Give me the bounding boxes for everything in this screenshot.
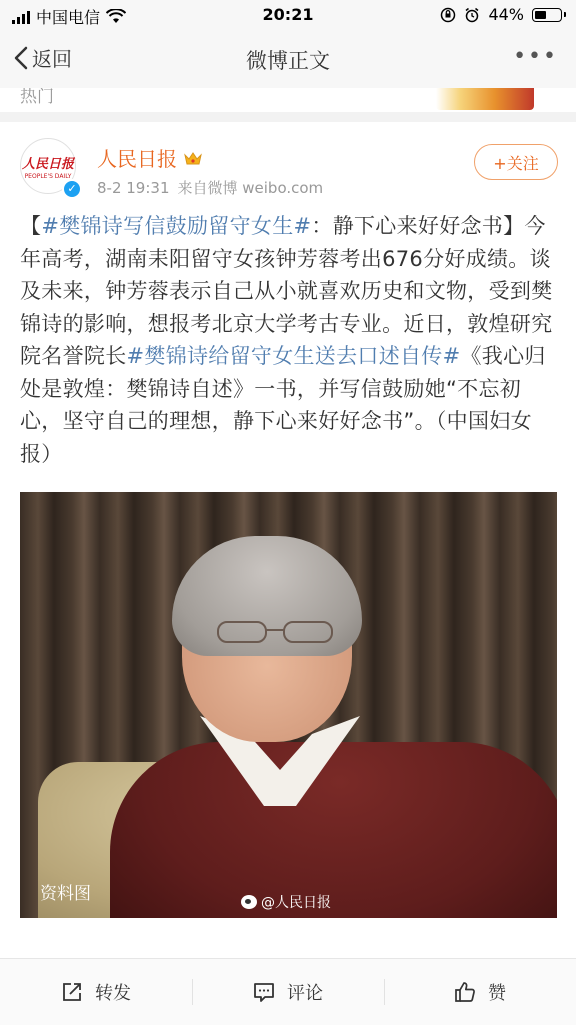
verified-badge-icon: ✓ [62, 179, 82, 199]
status-bar [0, 0, 576, 30]
repost-label: 转发 [95, 983, 131, 1004]
post-text-part: 《我心归处是敦煌：樊锦诗自述》一书，并写信鼓励她“不忘初心，坚守自己的理想，静下心来好好念书”。（中国妇女报） [20, 344, 546, 466]
like-button[interactable] [384, 959, 576, 1025]
topic-link[interactable]: #樊锦诗给留守女生送去口述自传# [126, 344, 461, 368]
image-watermark [241, 892, 331, 912]
repost-button[interactable] [0, 959, 192, 1025]
post-source: 来自微博 weibo.com [177, 179, 324, 197]
post-text-part: ：静下心来好好念书】今年高考，湖南耒阳留守女孩钟芳蓉考出676分好成绩。谈及未来，钟芳蓉表示自己从小就喜欢历史和文物，受到樊锦诗的影响，想报考北京大学考古专业。近日，敦煌研究院名誉院长 [20, 214, 553, 368]
topic-link[interactable]: #樊锦诗写信鼓励留守女生# [41, 214, 312, 238]
author-name-text: 人民日报 [97, 147, 177, 171]
comment-label: 评论 [287, 983, 323, 1004]
avatar-logo-text: 人民日报 [21, 156, 74, 172]
crown-icon [183, 150, 203, 166]
battery-percent: 44% [488, 5, 524, 24]
author-name[interactable] [97, 143, 203, 172]
battery-icon [532, 8, 562, 22]
comment-button[interactable] [192, 959, 384, 1025]
watermark-text: @人民日报 [261, 895, 331, 911]
post-date: 8-2 19:31 [97, 179, 170, 197]
post-image[interactable] [20, 492, 557, 918]
peek-image [436, 88, 534, 110]
share-icon [61, 981, 83, 1003]
avatar-logo-subtext: PEOPLE'S DAILY [24, 172, 72, 180]
post-text [20, 210, 560, 470]
post-meta [97, 177, 323, 198]
follow-button[interactable]: +关注 [474, 144, 558, 180]
previous-content-peek [0, 88, 576, 112]
image-sweater [110, 742, 557, 918]
clock: 20:21 [262, 5, 314, 24]
section-divider [0, 112, 576, 122]
more-button[interactable]: ••• [513, 44, 558, 69]
carrier-label: 中国电信 [36, 8, 101, 27]
image-caption: 资料图 [40, 884, 91, 904]
bottom-toolbar [0, 958, 576, 1025]
peek-text: 热门 [20, 88, 54, 107]
like-label: 赞 [488, 983, 506, 1004]
weibo-logo-icon [241, 895, 257, 909]
image-glasses [216, 618, 334, 646]
back-label: 返回 [32, 47, 72, 71]
comment-icon [253, 981, 275, 1003]
thumbs-up-icon [454, 981, 476, 1003]
post-text-part: 【 [20, 214, 42, 238]
alarm-icon [464, 7, 480, 23]
nav-bar [0, 30, 576, 88]
orientation-lock-icon [440, 7, 456, 23]
page-title: 微博正文 [246, 49, 330, 73]
